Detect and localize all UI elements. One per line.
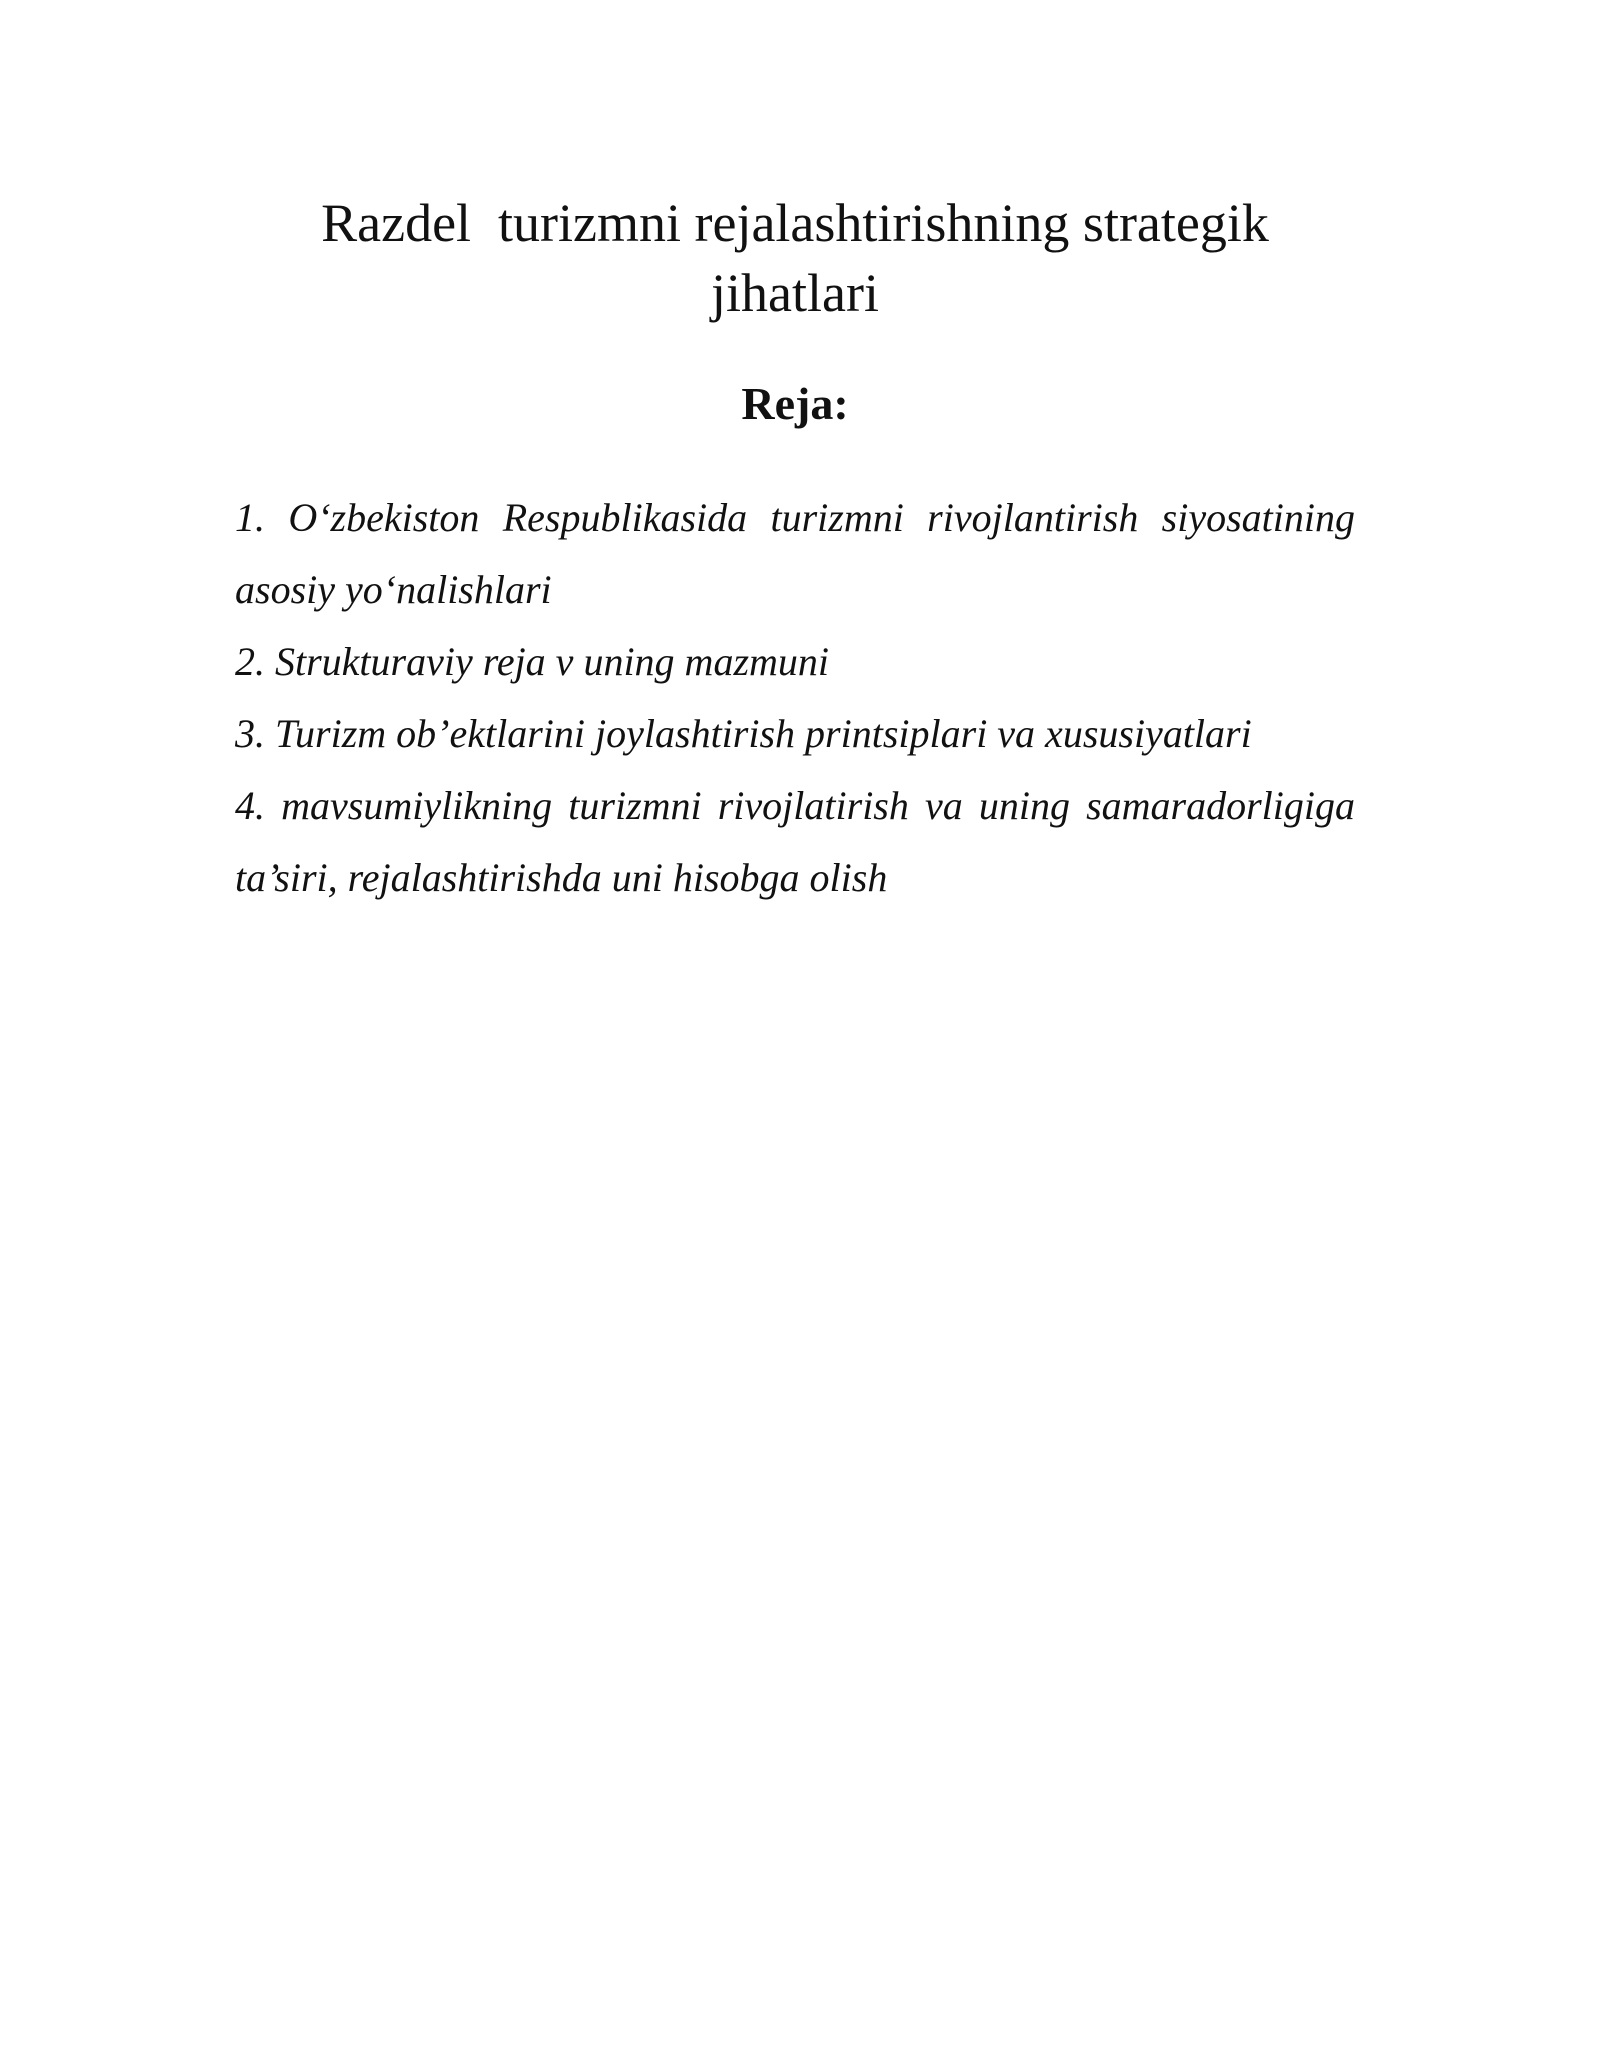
plan-item-3: 3. Turizm ob’ektlarini joylashtirish printsiplari va xususiyatlari [235, 711, 1252, 756]
plan-item-4: 4. mavsumiylikning turizmni rivojlatirish va uning samaradorligiga ta’siri, rejalashtirishda uni hisobga olish [235, 783, 1355, 900]
document-title: Razdel turizmni rejalashtirishning strategik jihatlari [321, 193, 1283, 323]
plan-item-1: 1. O‘zbekiston Respublikasida turizmni rivojlantirish siyosatining asosiy yo‘nalishlari [235, 495, 1355, 612]
plan-heading: Reja: [741, 378, 849, 429]
plan-list [235, 482, 1355, 914]
plan-item-2: 2. Strukturaviy reja v uning mazmuni [235, 639, 830, 684]
